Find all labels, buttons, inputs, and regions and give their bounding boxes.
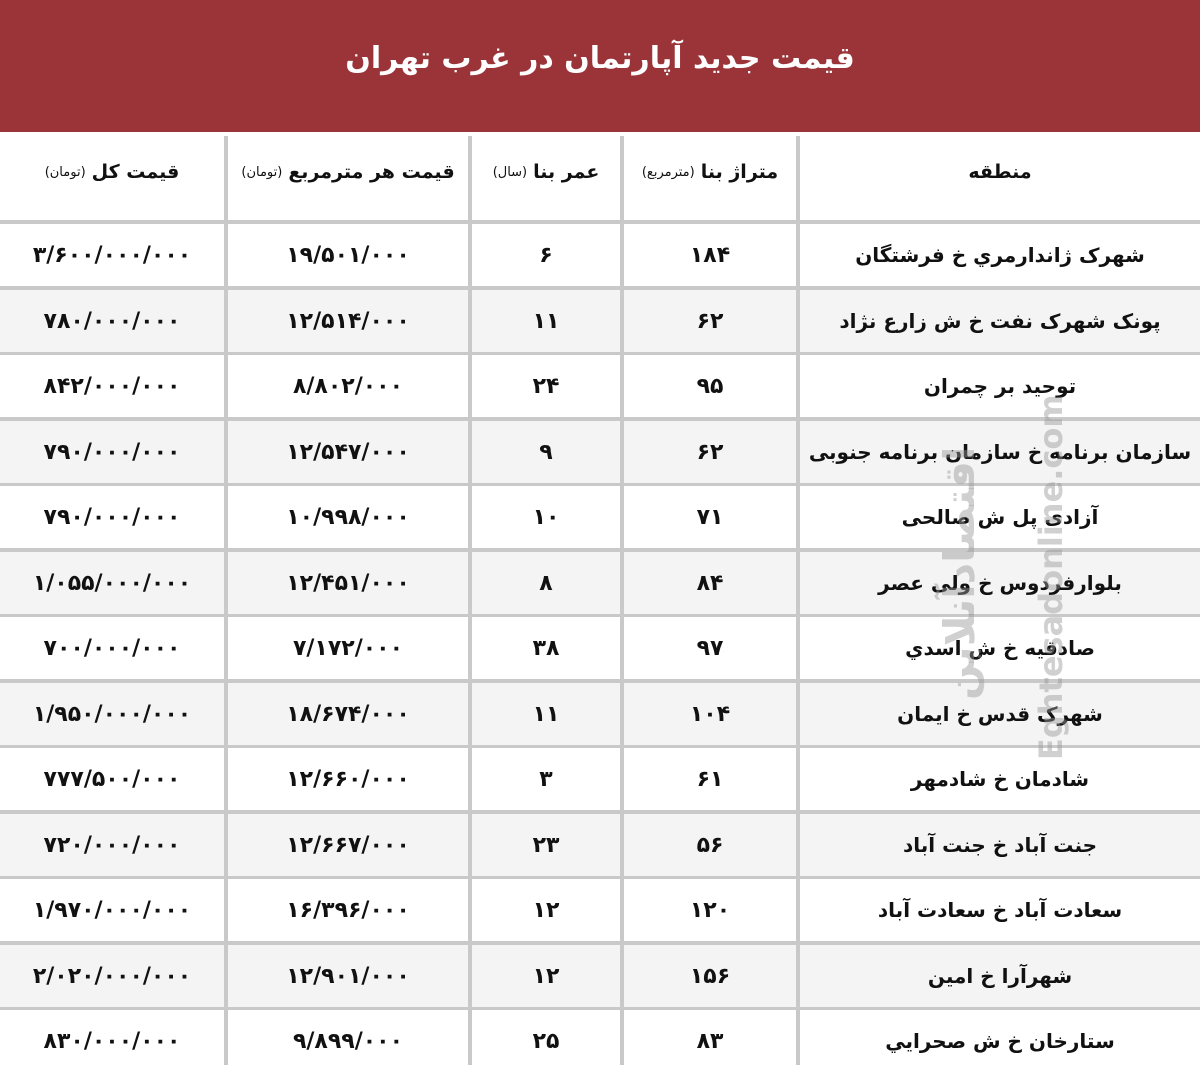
table-row xyxy=(0,945,1200,1007)
region-cell: آزادی پل ش صالحی xyxy=(800,486,1200,548)
total-price-cell: ۱/۹۵۰/۰۰۰/۰۰۰ xyxy=(0,683,224,745)
age-cell: ۲۵ xyxy=(472,1010,620,1072)
price-per-meter-cell: ۸/۸۰۲/۰۰۰ xyxy=(228,355,468,417)
table-row xyxy=(0,421,1200,483)
table-row xyxy=(0,224,1200,286)
total-price-cell: ۱/۹۷۰/۰۰۰/۰۰۰ xyxy=(0,879,224,941)
table-row xyxy=(0,617,1200,679)
column-header xyxy=(624,136,796,220)
price-per-meter-cell: ۱۲/۵۴۷/۰۰۰ xyxy=(228,421,468,483)
total-price-cell: ۷۸۰/۰۰۰/۰۰۰ xyxy=(0,290,224,352)
region-cell: سعادت آباد خ سعادت آباد xyxy=(800,879,1200,941)
column-header xyxy=(228,136,468,220)
price-per-meter-cell: ۱۲/۴۵۱/۰۰۰ xyxy=(228,552,468,614)
price-per-meter-cell: ۱۲/۶۶۷/۰۰۰ xyxy=(228,814,468,876)
area-cell: ۱۸۴ xyxy=(624,224,796,286)
area-cell: ۶۲ xyxy=(624,421,796,483)
table-row xyxy=(0,814,1200,876)
table-header-row xyxy=(0,136,1200,220)
total-price-cell: ۱/۰۵۵/۰۰۰/۰۰۰ xyxy=(0,552,224,614)
total-price-cell: ۸۳۰/۰۰۰/۰۰۰ xyxy=(0,1010,224,1072)
price-per-meter-cell: ۱۲/۵۱۴/۰۰۰ xyxy=(228,290,468,352)
age-cell: ۱۱ xyxy=(472,290,620,352)
title-banner xyxy=(0,0,1200,132)
region-cell: صادقیه خ ش اسدي xyxy=(800,617,1200,679)
age-cell: ۱۲ xyxy=(472,945,620,1007)
price-per-meter-cell: ۱۶/۳۹۶/۰۰۰ xyxy=(228,879,468,941)
age-cell: ۸ xyxy=(472,552,620,614)
age-cell: ۳۸ xyxy=(472,617,620,679)
area-cell: ۹۵ xyxy=(624,355,796,417)
region-cell: شهرک قدس خ ایمان xyxy=(800,683,1200,745)
column-header xyxy=(0,136,224,220)
total-price-cell: ۷۹۰/۰۰۰/۰۰۰ xyxy=(0,421,224,483)
price-per-meter-cell: ۱۰/۹۹۸/۰۰۰ xyxy=(228,486,468,548)
region-cell: پونک شهرک نفت خ ش زارع نژاد xyxy=(800,290,1200,352)
column-header xyxy=(800,136,1200,220)
age-cell: ۱۱ xyxy=(472,683,620,745)
watermark-fa: اقتصادآنلاین xyxy=(935,446,984,700)
price-table xyxy=(0,136,1200,1065)
table-row xyxy=(0,486,1200,548)
total-price-cell: ۸۴۲/۰۰۰/۰۰۰ xyxy=(0,355,224,417)
column-header-unit: (مترمربع) xyxy=(641,164,695,180)
age-cell: ۹ xyxy=(472,421,620,483)
total-price-cell: ۷۹۰/۰۰۰/۰۰۰ xyxy=(0,486,224,548)
total-price-cell: ۷۰۰/۰۰۰/۰۰۰ xyxy=(0,617,224,679)
column-header-label: قیمت هر مترمربع xyxy=(288,161,455,183)
area-cell: ۱۰۴ xyxy=(624,683,796,745)
total-price-cell: ۷۲۰/۰۰۰/۰۰۰ xyxy=(0,814,224,876)
price-per-meter-cell: ۱۸/۶۷۴/۰۰۰ xyxy=(228,683,468,745)
region-cell: سازمان برنامه خ سازمان برنامه جنوبی xyxy=(800,421,1200,483)
table-row xyxy=(0,1010,1200,1072)
price-per-meter-cell: ۹/۸۹۹/۰۰۰ xyxy=(228,1010,468,1072)
area-cell: ۶۲ xyxy=(624,290,796,352)
age-cell: ۱۲ xyxy=(472,879,620,941)
area-cell: ۸۳ xyxy=(624,1010,796,1072)
column-header-label: قیمت کل xyxy=(91,161,180,183)
table-row xyxy=(0,552,1200,614)
area-cell: ۹۷ xyxy=(624,617,796,679)
price-per-meter-cell: ۱۲/۹۰۱/۰۰۰ xyxy=(228,945,468,1007)
age-cell: ۳ xyxy=(472,748,620,810)
region-cell: توحید بر چمران xyxy=(800,355,1200,417)
area-cell: ۶۱ xyxy=(624,748,796,810)
region-cell: ستارخان خ ش صحرایي xyxy=(800,1010,1200,1072)
page-title: قیمت جدید آپارتمان در غرب تهران xyxy=(345,40,855,76)
age-cell: ۲۳ xyxy=(472,814,620,876)
column-header-label: منطقه xyxy=(968,161,1032,183)
area-cell: ۱۲۰ xyxy=(624,879,796,941)
table-row xyxy=(0,355,1200,417)
region-cell: بلوارفردوس خ ولی عصر xyxy=(800,552,1200,614)
column-header-label: متراژ بنا xyxy=(700,161,779,183)
area-cell: ۵۶ xyxy=(624,814,796,876)
age-cell: ۲۴ xyxy=(472,355,620,417)
total-price-cell: ۲/۰۲۰/۰۰۰/۰۰۰ xyxy=(0,945,224,1007)
region-cell: جنت آباد خ جنت آباد xyxy=(800,814,1200,876)
area-cell: ۱۵۶ xyxy=(624,945,796,1007)
area-cell: ۷۱ xyxy=(624,486,796,548)
region-cell: شادمان خ شادمهر xyxy=(800,748,1200,810)
watermark-url: Eghtesadonline.com xyxy=(1032,394,1070,760)
column-header-unit: (تومان) xyxy=(241,164,283,180)
total-price-cell: ۳/۶۰۰/۰۰۰/۰۰۰ xyxy=(0,224,224,286)
price-per-meter-cell: ۱۲/۶۶۰/۰۰۰ xyxy=(228,748,468,810)
region-cell: شهرک ژاندارمري خ فرشتگان xyxy=(800,224,1200,286)
table-row xyxy=(0,290,1200,352)
age-cell: ۱۰ xyxy=(472,486,620,548)
column-header-label: عمر بنا xyxy=(533,161,600,183)
column-header-unit: (سال) xyxy=(492,164,528,180)
table-row xyxy=(0,683,1200,745)
region-cell: شهرآرا خ امین xyxy=(800,945,1200,1007)
total-price-cell: ۷۷۷/۵۰۰/۰۰۰ xyxy=(0,748,224,810)
price-per-meter-cell: ۱۹/۵۰۱/۰۰۰ xyxy=(228,224,468,286)
column-header-unit: (تومان) xyxy=(44,164,86,180)
column-header xyxy=(472,136,620,220)
area-cell: ۸۴ xyxy=(624,552,796,614)
table-row xyxy=(0,879,1200,941)
table-row xyxy=(0,748,1200,810)
age-cell: ۶ xyxy=(472,224,620,286)
price-per-meter-cell: ۷/۱۷۲/۰۰۰ xyxy=(228,617,468,679)
